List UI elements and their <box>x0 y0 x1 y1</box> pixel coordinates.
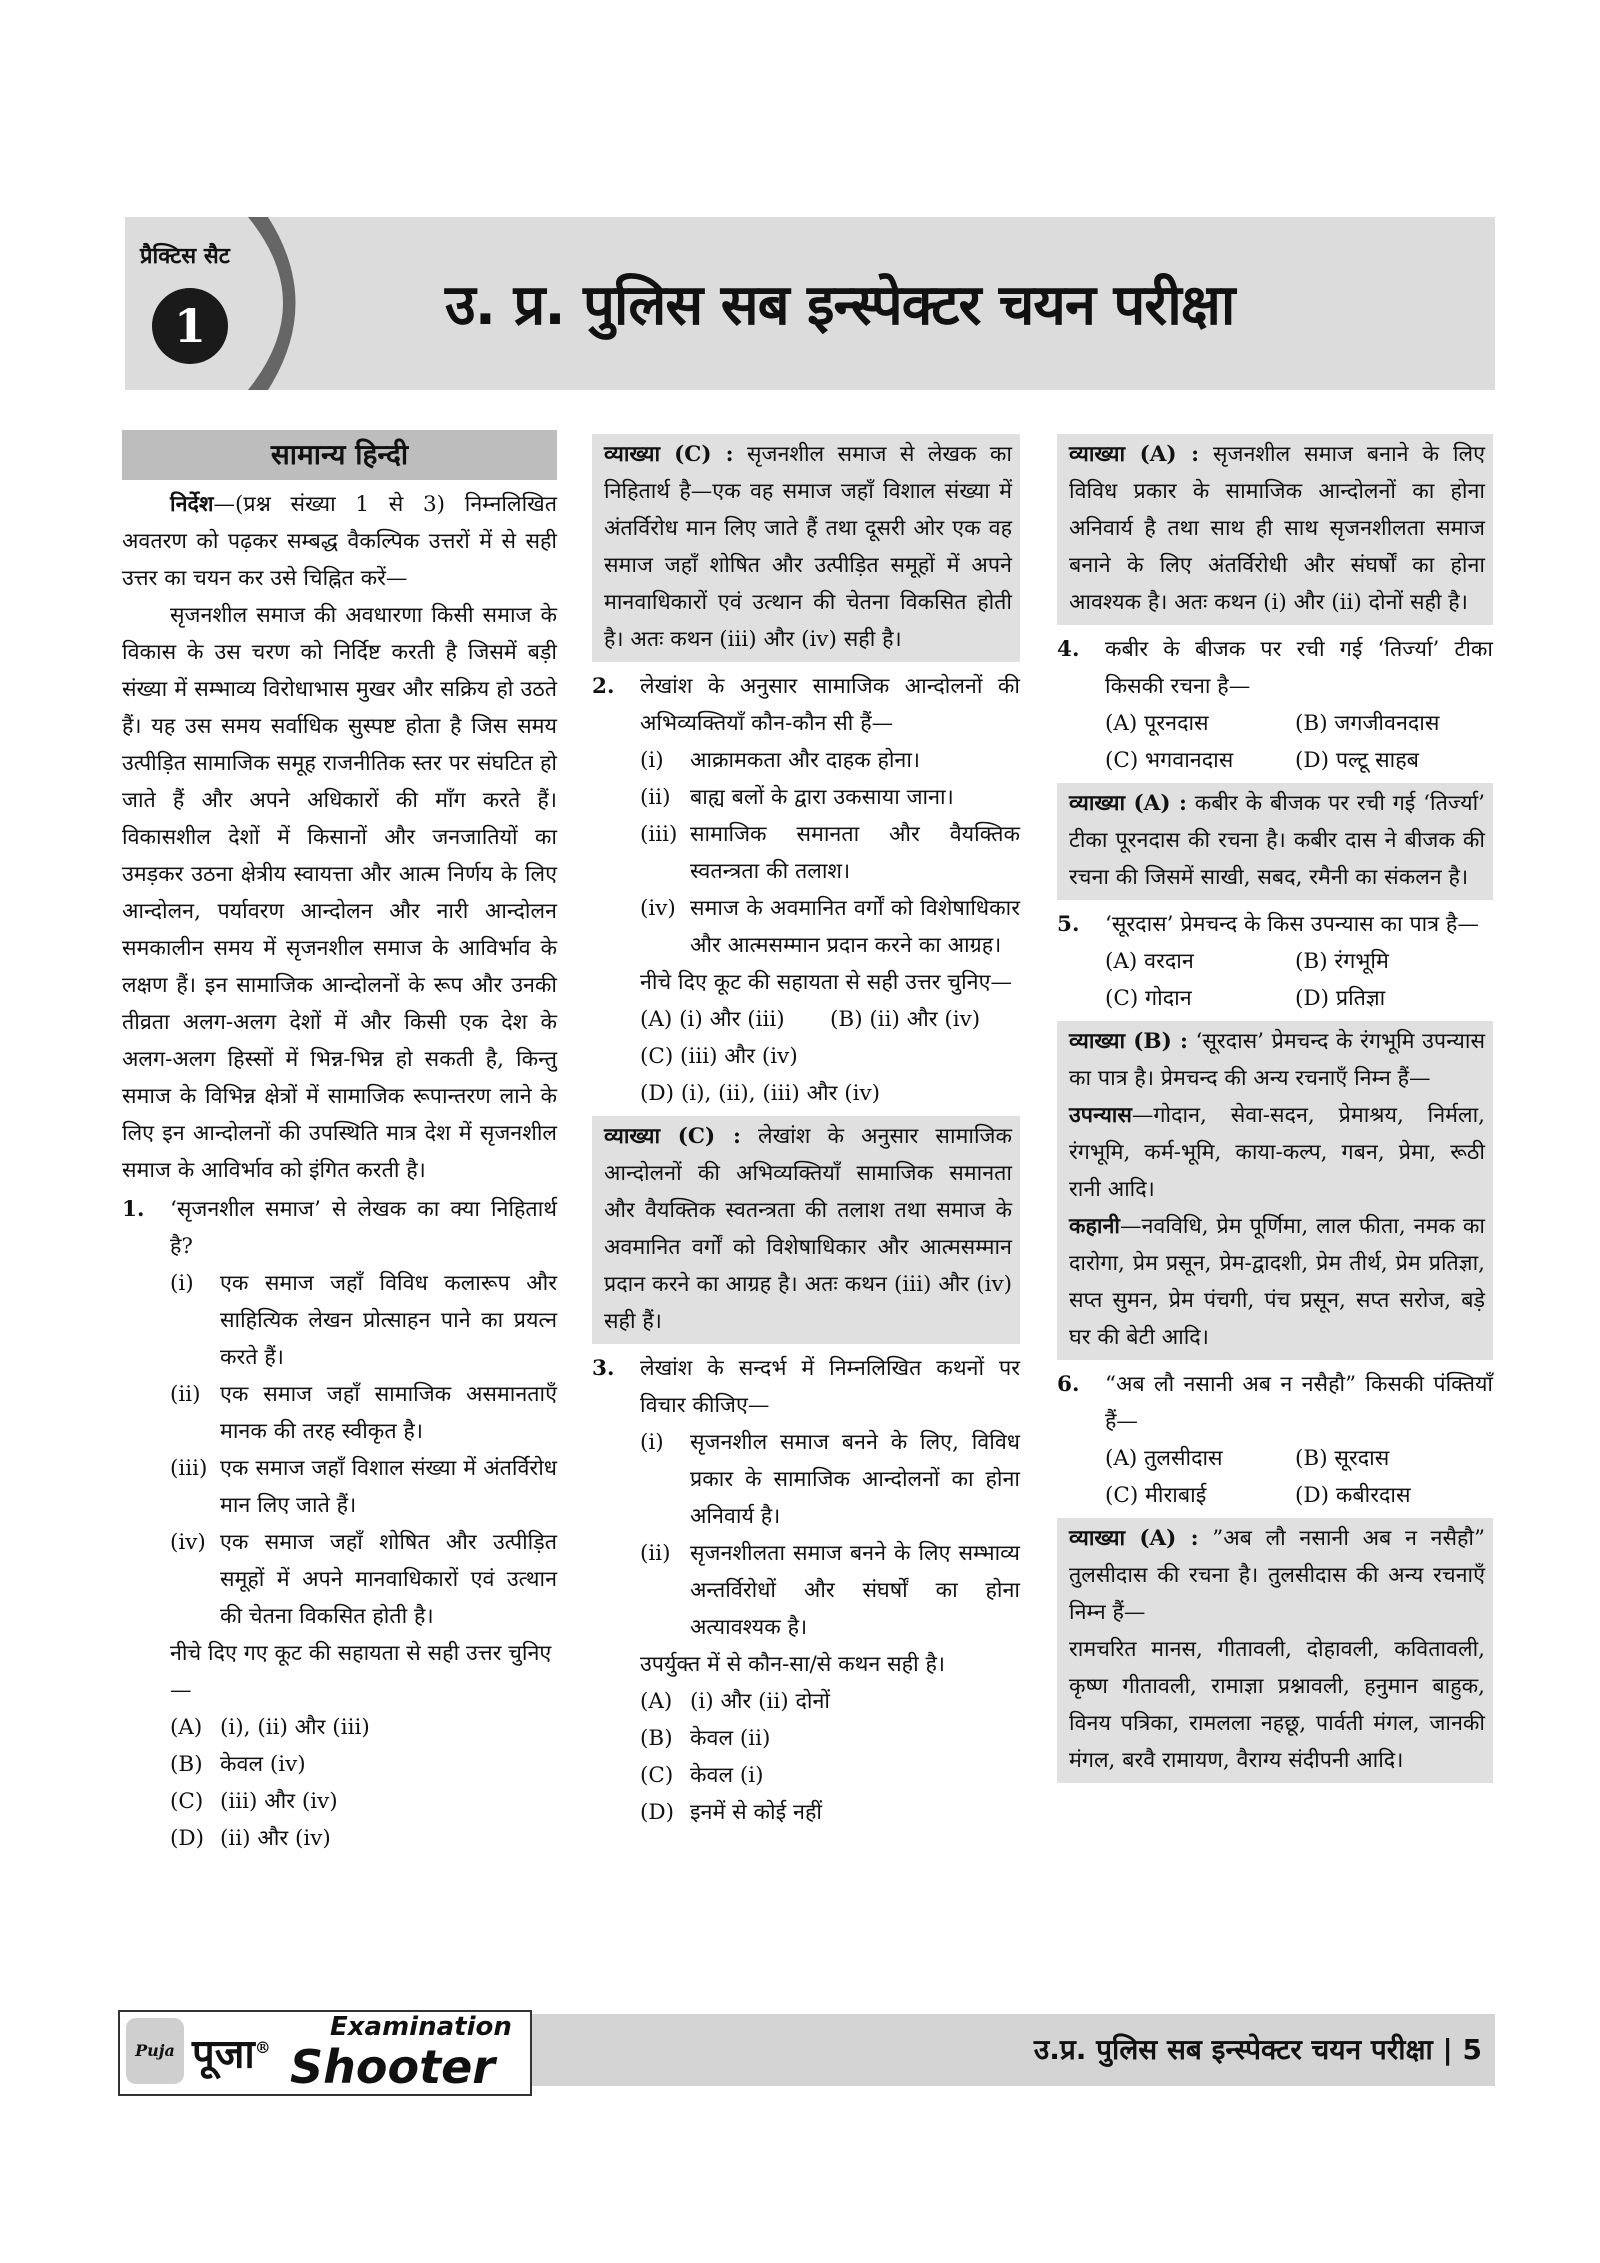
explanation-text: सृजनशील समाज बनाने के लिए विविध प्रकार के सामाजिक आन्दोलनों का होना अनिवार्य है तथा साथ ही साथ सृजनशीलता समाज बनाने के लिए अंतर्विरोधी और संघर्षों का होना आवश्यक है। अतः कथन (i) और (ii) दोनों सही है। <box>1069 442 1485 615</box>
statement-number: (iv) <box>170 1530 206 1555</box>
statement <box>122 1450 557 1524</box>
question-number: 2. <box>592 674 615 699</box>
answer-option: (B) (ii) और (iv) <box>830 1007 981 1032</box>
answer-option <box>122 1746 557 1783</box>
answer-option: (A) पूरनदास <box>1105 711 1209 736</box>
statement-text: एक समाज जहाँ विविध कलारूप और साहित्यिक लेखन प्रोत्साहन पाने का प्रयत्न करते हैं। <box>220 1271 557 1370</box>
statement-text: सामाजिक समानता और वैयक्तिक स्वतन्त्रता की तलाश। <box>690 822 1020 884</box>
explanation-2 <box>592 1116 1020 1344</box>
explanation-4 <box>1057 783 1493 900</box>
explanation-label: व्याख्या (B) : <box>1069 1029 1188 1054</box>
column-1 <box>122 430 557 1857</box>
footer-page-label: उ.प्र. पुलिस सब इन्स्पेक्टर चयन परीक्षा | 5 <box>1033 2033 1482 2066</box>
header-curve-decoration <box>248 217 318 390</box>
question-text: ‘सूरदास’ प्रेमचन्द के किस उपन्यास का पात्र है— <box>1105 912 1479 937</box>
statement-number: (iii) <box>640 822 678 847</box>
logo-shooter-text: Shooter <box>290 2040 495 2094</box>
option-label: (D) <box>170 1826 205 1851</box>
explanation-label: व्याख्या (A) : <box>1069 442 1200 467</box>
option-text: केवल (iv) <box>220 1752 306 1777</box>
option-label: (D) <box>640 1800 675 1825</box>
statement-text: एक समाज जहाँ सामाजिक असमानताएँ मानक की तरह स्वीकृत है। <box>220 1382 557 1444</box>
answer-option <box>592 1757 1020 1794</box>
explanation-text: कबीर के बीजक पर रची गई ‘तिर्ज्या’ टीका पूरनदास की रचना है। कबीर दास ने बीजक की रचना की जिसमें साखी, सबद, रमैनी का संकलन है। <box>1069 791 1485 890</box>
question-5 <box>1057 906 1493 943</box>
statement <box>592 890 1020 964</box>
passage: सृजनशील समाज की अवधारणा किसी समाज के विकास के उस चरण को निर्दिष्ट करती है जिसमें बड़ी संख्या में सम्भाव्य विरोधाभास मुखर और सक्रिय हो उठते हैं। यह उस समय सर्वाधिक सुस्पष्ट होता है जिस समय उत्पीड़ित सामाजिक समूह राजनीतिक स्तर पर संघटित हो जाते हैं और अपने अधिकारों की माँग करते हैं। विकासशील देशों में किसानों और जनजातियों का उमड़कर उठना क्षेत्रीय स्वायत्ता और आत्म निर्णय के लिए आन्दोलन, पर्यावरण आन्दोलन और नारी आन्दोलन समकालीन समय में सृजनशील समाज के आविर्भाव के लक्षण हैं। इन सामाजिक आन्दोलनों के रूप और उनकी तीव्रता अलग-अलग देशों में और किसी एक देश के अलग-अलग हिस्सों में भिन्न-भिन्न हो सकती है, किन्तु समाज के विभिन्न क्षेत्रों में सामाजिक रूपान्तरण लाने के लिए इन आन्दोलनों की उपस्थिति मात्र देश में सृजनशील समाज के आविर्भाव को इंगित करती है। <box>122 603 557 1183</box>
story-label: कहानी <box>1069 1214 1120 1239</box>
explanation-3 <box>1057 434 1493 625</box>
answer-option: (A) (i) और (iii) <box>640 1007 785 1032</box>
code-prompt: नीचे दिए कूट की सहायता से सही उत्तर चुनिए— <box>640 970 1012 995</box>
set-number-badge: 1 <box>152 288 228 364</box>
answer-option: (C) मीराबाई <box>1105 1483 1207 1508</box>
answer-option <box>122 1820 557 1857</box>
answer-option <box>122 1783 557 1820</box>
question-1 <box>122 1191 557 1265</box>
answer-option: (D) प्रतिज्ञा <box>1295 986 1386 1011</box>
answer-option-row <box>1057 980 1493 1017</box>
statement <box>122 1524 557 1635</box>
answer-option: (C) (iii) और (iv) <box>640 1044 798 1069</box>
answer-option-row <box>592 1001 1020 1038</box>
answer-option-row <box>1057 742 1493 779</box>
answer-option: (C) भगवानदास <box>1105 748 1234 773</box>
statement <box>122 1265 557 1376</box>
answer-option: (A) वरदान <box>1105 949 1194 974</box>
question-3 <box>592 1350 1020 1424</box>
answer-option-row <box>1057 705 1493 742</box>
explanation-label: व्याख्या (C) : <box>604 1124 741 1149</box>
option-label: (B) <box>170 1752 203 1777</box>
question-text: ‘सृजनशील समाज’ से लेखक का क्या निहितार्थ है? <box>170 1197 557 1259</box>
question-number: 6. <box>1057 1372 1080 1397</box>
statement-text: सृजनशीलता समाज बनने के लिए सम्भाव्य अन्तर्विरोधों और संघर्षों का होना अत्यावश्यक है। <box>690 1541 1020 1640</box>
explanation-text: ‘सूरदास’ प्रेमचन्द के रंगभूमि उपन्यास का पात्र है। प्रेमचन्द की अन्य रचनाएँ निम्न हैं— <box>1069 1029 1485 1091</box>
column-3 <box>1057 430 1493 1789</box>
answer-option: (B) रंगभूमि <box>1295 949 1389 974</box>
option-text: (iii) और (iv) <box>220 1789 338 1814</box>
question-number: 4. <box>1057 637 1080 662</box>
explanation-label: व्याख्या (A) : <box>1069 791 1187 816</box>
option-text: केवल (ii) <box>690 1726 771 1751</box>
statement-text: सृजनशील समाज बनने के लिए, विविध प्रकार के सामाजिक आन्दोलनों का होना अनिवार्य है। <box>690 1430 1020 1529</box>
question-6 <box>1057 1366 1493 1440</box>
explanation-text: लेखांश के अनुसार सामाजिक आन्दोलनों की अभिव्यक्तियाँ सामाजिक समानता और वैयक्तिक स्वतन्त्रता की तलाश तथा समाज के अवमानित वर्गों को विशेषाधिकार और आत्मसम्मान प्रदान करने का आग्रह है। अतः कथन (iii) और (iv) सही हैं। <box>604 1124 1012 1334</box>
question-text: लेखांश के सन्दर्भ में निम्नलिखित कथनों पर विचार कीजिए— <box>640 1356 1020 1418</box>
explanation-list: रामचरित मानस, गीतावली, दोहावली, कवितावली, कृष्ण गीतावली, रामाज्ञा प्रश्नावली, हनुमान बाहुक, विनय पत्रिका, रामलला नहछू, पार्वती मंगल, जानकी मंगल, बरवै रामायण, वैराग्य संदीपनी आदि। <box>1069 1637 1485 1773</box>
question-text: कबीर के बीजक पर रची गई ‘तिर्ज्या’ टीका किसकी रचना है— <box>1105 637 1493 699</box>
answer-option: (D) कबीरदास <box>1295 1483 1411 1508</box>
answer-option <box>122 1709 557 1746</box>
statement-number: (i) <box>640 748 664 773</box>
option-text: (ii) और (iv) <box>220 1826 331 1851</box>
explanation-text: ”अब लौ नसानी अब न नसैहौ” तुलसीदास की रचना है। तुलसीदास की अन्य रचनाएँ निम्न हैं— <box>1069 1526 1485 1625</box>
code-prompt: नीचे दिए गए कूट की सहायता से सही उत्तर चुनिए— <box>170 1641 552 1703</box>
answer-option-row <box>1057 943 1493 980</box>
statement-text: आक्रामकता और दाहक होना। <box>690 748 921 773</box>
question-text: लेखांश के अनुसार सामाजिक आन्दोलनों की अभिव्यक्तियाँ कौन-कौन सी हैं— <box>640 674 1020 736</box>
option-label: (C) <box>640 1763 674 1788</box>
statement-text: बाह्य बलों के द्वारा उकसाया जाना। <box>690 785 954 810</box>
instruction <box>122 486 557 597</box>
statement-text: एक समाज जहाँ विशाल संख्या में अंतर्विरोध मान लिए जाते हैं। <box>220 1456 557 1518</box>
option-text: (i), (ii) और (iii) <box>220 1715 370 1740</box>
question-number: 5. <box>1057 912 1080 937</box>
answer-option: (A) तुलसीदास <box>1105 1446 1223 1471</box>
option-text: केवल (i) <box>690 1763 764 1788</box>
story-list: —नवविधि, प्रेम पूर्णिमा, लाल फीता, नमक का दारोगा, प्रेम प्रसून, प्रेम-द्वादशी, प्रेम तीर्थ, प्रेम प्रतिज्ञा, सप्त सुमन, प्रेम पंचगी, पंच प्रसून, सप्त सरोज, बड़े घर की बेटी आदि। <box>1069 1214 1485 1350</box>
question-4 <box>1057 631 1493 705</box>
question-prompt: उपर्युक्त में से कौन-सा/से कथन सही है। <box>640 1652 946 1677</box>
answer-option <box>592 1720 1020 1757</box>
puja-logo-hindi: पूजा <box>192 2030 255 2078</box>
option-text: इनमें से कोई नहीं <box>690 1800 822 1825</box>
page-title: उ. प्र. पुलिस सब इन्स्पेक्टर चयन परीक्षा <box>445 273 1235 338</box>
question-text: “अब लौ नसानी अब न नसैहौ” किसकी पंक्तियाँ हैं— <box>1105 1372 1493 1434</box>
logo-examination-text: Examination <box>330 2012 512 2042</box>
statement-number: (i) <box>170 1271 194 1296</box>
practice-set-label: प्रैक्टिस सैट <box>140 243 230 269</box>
question-number: 3. <box>592 1356 615 1381</box>
explanation-text: सृजनशील समाज से लेखक का निहितार्थ है—एक वह समाज जहाँ विशाल संख्या में अंतर्विरोध मान लिए जाते हैं तथा दूसरी ओर एक वह समाज जहाँ शोषित और उत्पीड़ित समूहों में अपने मानवाधिकारों एवं उत्थान की चेतना विकसित होती है। अतः कथन (iii) और (iv) सही है। <box>604 442 1012 652</box>
answer-option: (C) गोदान <box>1105 986 1192 1011</box>
statement-number: (ii) <box>170 1382 201 1407</box>
puja-logo-text <box>192 2018 271 2084</box>
option-text: (i) और (ii) दोनों <box>690 1689 830 1714</box>
answer-option <box>592 1794 1020 1831</box>
novel-label: उपन्यास <box>1069 1103 1132 1128</box>
answer-option-row <box>1057 1477 1493 1514</box>
statement <box>592 1424 1020 1535</box>
explanation-label: व्याख्या (A) : <box>1069 1526 1199 1551</box>
explanation-1 <box>592 434 1020 662</box>
statement-number: (iii) <box>170 1456 208 1481</box>
answer-option: (B) जगजीवनदास <box>1295 711 1440 736</box>
statement-number: (i) <box>640 1430 664 1455</box>
registered-mark: ® <box>254 2038 271 2057</box>
question-number: 1. <box>122 1197 145 1222</box>
answer-option: (D) पल्टू साहब <box>1295 748 1419 773</box>
answer-option-row <box>1057 1440 1493 1477</box>
section-heading: सामान्य हिन्दी <box>122 430 557 480</box>
statement <box>122 1376 557 1450</box>
statement <box>592 779 1020 816</box>
explanation-label: व्याख्या (C) : <box>604 442 734 467</box>
statement-number: (iv) <box>640 896 676 921</box>
novel-list: —गोदान, सेवा-सदन, प्रेमाश्रय, निर्मला, रंगभूमि, कर्म-भूमि, काया-कल्प, गबन, प्रेमा, रूठी रानी आदि। <box>1069 1103 1485 1202</box>
explanation-5 <box>1057 1021 1493 1360</box>
question-2 <box>592 668 1020 742</box>
option-label: (A) <box>170 1715 203 1740</box>
statement-text: समाज के अवमानित वर्गों को विशेषाधिकार और आत्मसम्मान प्रदान करने का आग्रह। <box>690 896 1020 958</box>
option-label: (B) <box>640 1726 673 1751</box>
instruction-lead: निर्देश <box>170 492 214 517</box>
option-label: (A) <box>640 1689 673 1714</box>
answer-option: (B) सूरदास <box>1295 1446 1390 1471</box>
answer-option: (D) (i), (ii), (iii) और (iv) <box>640 1081 881 1106</box>
option-label: (C) <box>170 1789 204 1814</box>
answer-option <box>592 1683 1020 1720</box>
statement-number: (ii) <box>640 1541 671 1566</box>
statement-text: एक समाज जहाँ शोषित और उत्पीड़ित समूहों में अपने मानवाधिकारों एवं उत्थान की चेतना विकसित होती है। <box>220 1530 557 1629</box>
statement-number: (ii) <box>640 785 671 810</box>
instruction-text: —(प्रश्न संख्या 1 से 3) निम्नलिखित अवतरण को पढ़कर सम्बद्ध वैकल्पिक उत्तरों में से सही उत्तर का चयन कर उसे चिह्नित करें— <box>122 492 557 591</box>
puja-logo-mark: Puja <box>126 2018 184 2084</box>
column-2 <box>592 430 1020 1831</box>
explanation-6 <box>1057 1518 1493 1783</box>
statement <box>592 742 1020 779</box>
statement <box>592 816 1020 890</box>
statement <box>592 1535 1020 1646</box>
